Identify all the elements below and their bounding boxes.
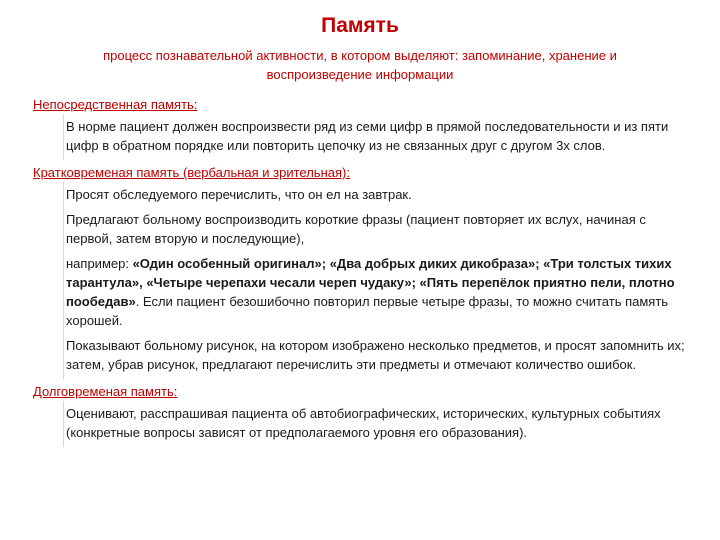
example-phrase: «Четыре черепахи чесали череп чудаку» (146, 275, 412, 290)
section-body (63, 401, 693, 447)
slide-title: Память (321, 14, 399, 37)
example-phrase: «Два добрых диких дикобраза» (329, 256, 536, 271)
example-suffix: . Если пациент безошибочно повторил первые четыре фразы, то можно считать память хорошей. (66, 294, 669, 328)
section-body (63, 114, 693, 160)
paragraph: Оценивают, расспрашивая пациента об автобиографических, исторических, культурных событиях (конкретные вопросы зависят от предполагаемого уровня его образования). (66, 406, 661, 440)
example-phrase: «Три толстых тихих тарантула» (66, 256, 672, 290)
paragraph: Предлагают больному воспроизводить короткие фразы (пациент повторяет их вслух, начиная с первой, затем вторую и последующие), (66, 212, 646, 246)
section-body (63, 182, 693, 379)
section-heading: Кратковременая память (вербальная и зрительная): (33, 165, 350, 180)
example-prefix: например: (66, 256, 133, 271)
example-separator: ; (411, 275, 420, 290)
example-phrase: «Пять перепёлок приятно пели, плотно пообедав» (66, 275, 675, 309)
slide-content (33, 96, 693, 447)
section-heading: Непосредственная память: (33, 97, 198, 112)
example-separator: ; (321, 256, 330, 271)
section-long-term-memory (33, 383, 693, 447)
paragraph: Просят обследуемого перечислить, что он ел на завтрак. (66, 187, 412, 202)
section-short-term-memory (33, 164, 693, 379)
example-separator: , (139, 275, 147, 290)
example-phrase: «Один особенный оригинал» (132, 256, 322, 271)
paragraph: Показывают больному рисунок, на котором изображено несколько предметов, и просят запомнить их; затем, убрав рисунок, предлагают перечислить эти предметы и отмечают количество ошибок. (66, 338, 685, 372)
paragraph: В норме пациент должен воспроизвести ряд из семи цифр в прямой последовательности и из пяти цифр в обратном порядке или повторить цепочку из не связанных друг с другом 3х слов. (66, 119, 669, 153)
section-heading: Долговременая память: (33, 384, 178, 399)
example-paragraph (64, 254, 693, 330)
slide-subtitle: процесс познавательной активности, в котором выделяют: запоминание, хранение и воспроизведение информации (103, 48, 617, 82)
example-separator: ; (535, 256, 544, 271)
section-immediate-memory (33, 96, 693, 160)
